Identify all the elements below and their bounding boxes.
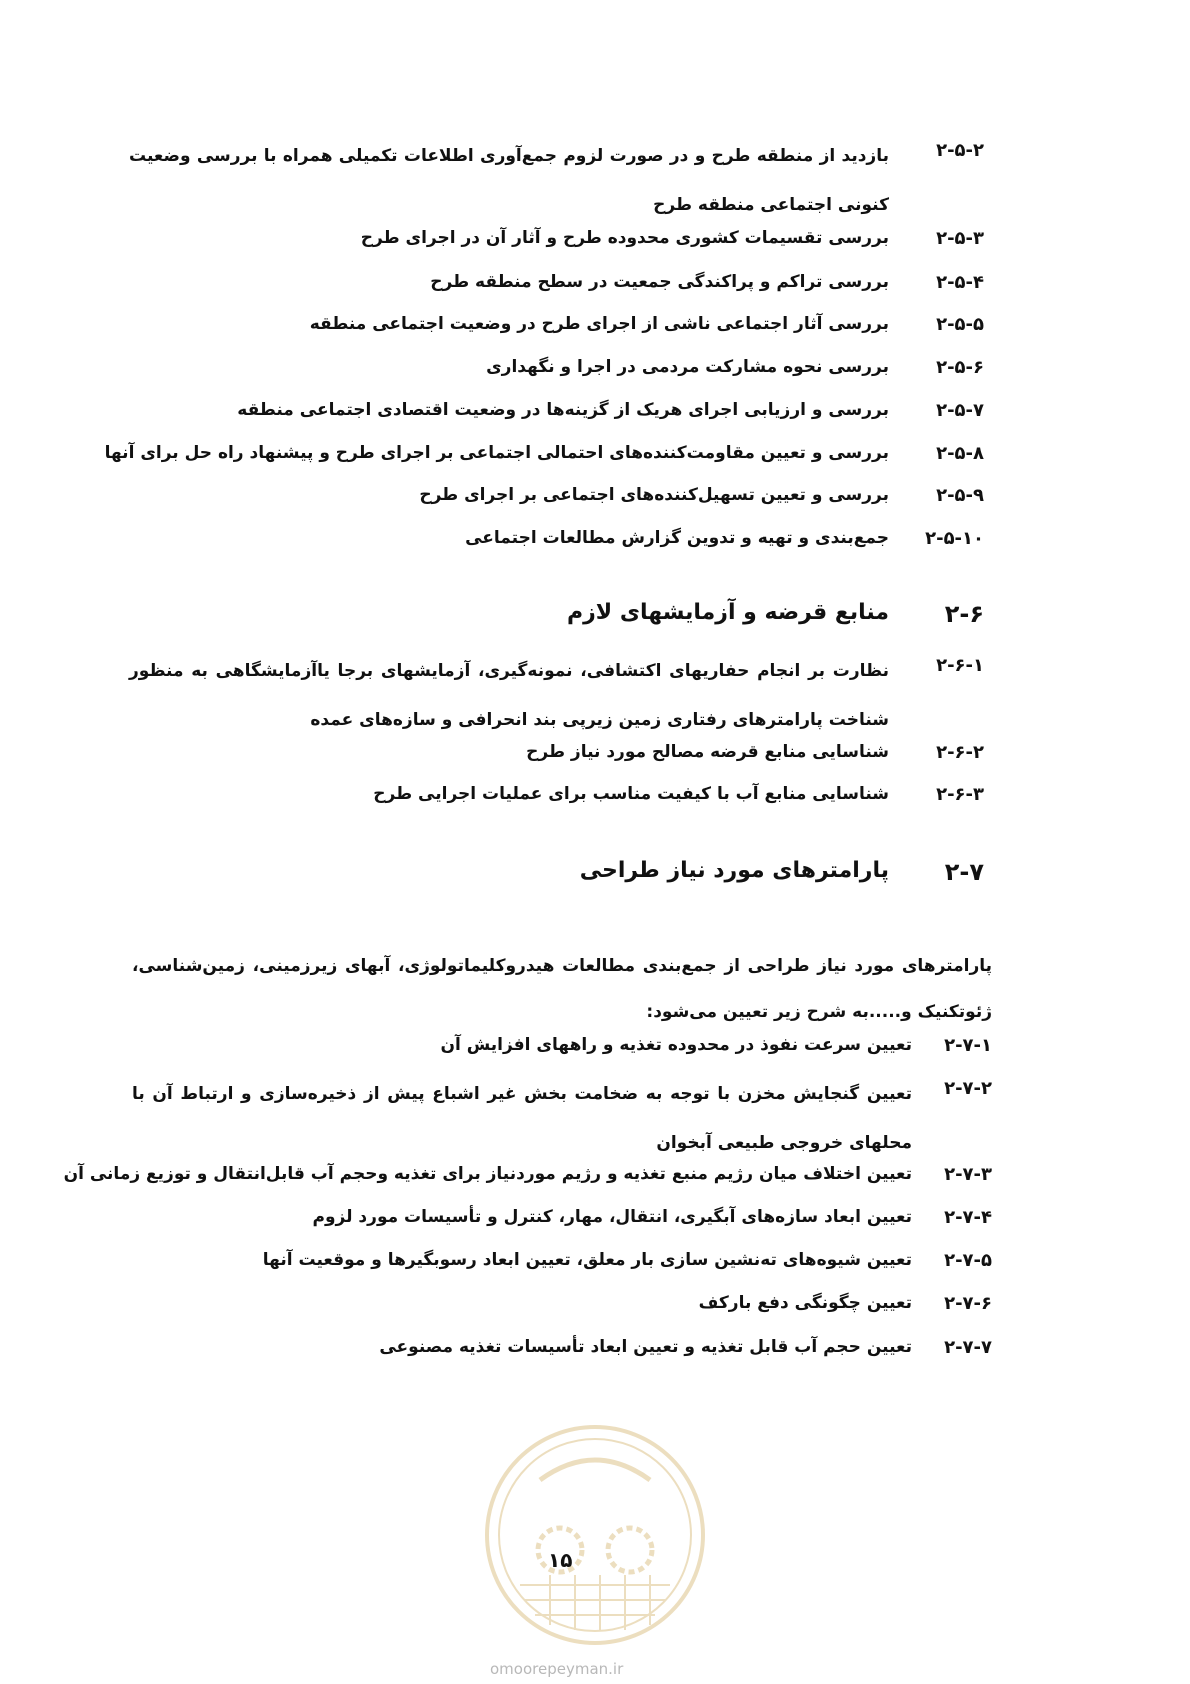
item-number: ۲-۵-۲ xyxy=(936,140,984,161)
item-number: ۲-۷-۴ xyxy=(944,1207,992,1228)
watermark-logo-icon xyxy=(480,1420,710,1650)
item-text: تعیین گنجایش مخزن با توجه به ضخامت بخش غیر اشباع پیش از ذخیره‌سازی و ارتباط آن با محلهای خروجی طبیعی آبخوان xyxy=(132,1084,912,1153)
item-number: ۲-۶-۳ xyxy=(936,784,984,805)
item-text: شناسایی منابع آب با کیفیت مناسب برای عملیات اجرایی طرح xyxy=(373,784,889,804)
item-text: بررسی نحوه مشارکت مردمی در اجرا و نگهداری xyxy=(486,357,889,377)
section-number: ۲-۶ xyxy=(944,600,984,628)
item-number: ۲-۷-۳ xyxy=(944,1164,992,1185)
item-text: جمع‌بندی و تهیه و تدوین گزارش مطالعات اجتماعی xyxy=(465,528,889,548)
item-number: ۲-۵-۳ xyxy=(936,228,984,249)
intro-paragraph: پارامترهای مورد نیاز طراحی از جمع‌بندی مطالعات هیدروکلیماتولوژی، آبهای زیرزمینی، زمین‌شناسی، ژئوتکنیک و.....به شرح زیر تعیین می‌شود: xyxy=(132,956,992,1022)
section-number: ۲-۷ xyxy=(944,858,984,886)
item-text: بازدید از منطقه طرح و در صورت لزوم جمع‌آوری اطلاعات تکمیلی همراه با بررسی وضعیت کنونی اجتماعی منطقه طرح xyxy=(129,146,889,215)
item-number: ۲-۵-۸ xyxy=(936,443,984,464)
watermark-url: omoorepeyman.ir xyxy=(490,1660,624,1678)
item-text: بررسی تقسیمات کشوری محدوده طرح و آثار آن در اجرای طرح xyxy=(360,228,889,248)
item-text: نظارت بر انجام حفاریهای اکتشافی، نمونه‌گیری، آزمایشهای برجا یاآزمایشگاهی به منظور شناخت پارامترهای رفتاری زمین زیرپی بند انحرافی و سازه‌های عمده xyxy=(129,661,889,730)
item-number: ۲-۵-۴ xyxy=(936,272,984,293)
item-text: بررسی تراکم و پراکندگی جمعیت در سطح منطقه طرح xyxy=(430,272,889,292)
item-number: ۲-۵-۹ xyxy=(936,485,984,506)
item-number: ۲-۵-۱۰ xyxy=(925,528,984,549)
item-number: ۲-۷-۵ xyxy=(944,1250,992,1271)
item-text: بررسی و ارزیابی اجرای هریک از گزینه‌ها در وضعیت اقتصادی اجتماعی منطقه xyxy=(237,400,889,420)
item-number: ۲-۶-۱ xyxy=(936,655,984,676)
item-number: ۲-۶-۲ xyxy=(936,742,984,763)
item-text: بررسی و تعیین مقاومت‌کننده‌های احتمالی اجتماعی بر اجرای طرح و پیشنهاد راه حل برای آنها xyxy=(104,443,889,463)
item-number: ۲-۷-۱ xyxy=(944,1035,992,1056)
item-number: ۲-۵-۵ xyxy=(936,314,984,335)
section-title: منابع قرضه و آزمایشهای لازم xyxy=(566,600,889,625)
item-number: ۲-۵-۶ xyxy=(936,357,984,378)
item-number: ۲-۵-۷ xyxy=(936,400,984,421)
item-text: تعیین حجم آب قابل تغذیه و تعیین ابعاد تأسیسات تغذیه مصنوعی xyxy=(379,1337,912,1357)
item-number: ۲-۷-۶ xyxy=(944,1293,992,1314)
item-text: بررسی آثار اجتماعی ناشی از اجرای طرح در وضعیت اجتماعی منطقه xyxy=(309,314,889,334)
page-number: ۱۵ xyxy=(548,1548,573,1572)
item-text: تعیین سرعت نفوذ در محدوده تغذیه و راههای افزایش آن xyxy=(440,1035,912,1055)
item-text: شناسایی منابع قرضه مصالح مورد نیاز طرح xyxy=(526,742,889,762)
item-number: ۲-۷-۷ xyxy=(944,1337,992,1358)
item-text: تعیین چگونگی دفع بارکف xyxy=(698,1293,912,1313)
item-text: تعیین ابعاد سازه‌های آبگیری، انتقال، مهار، کنترل و تأسیسات مورد لزوم xyxy=(312,1207,912,1227)
item-text: تعیین شیوه‌های ته‌نشین سازی بار معلق، تعیین ابعاد رسوبگیرها و موقعیت آنها xyxy=(262,1250,912,1270)
section-title: پارامترهای مورد نیاز طراحی xyxy=(579,858,889,883)
item-text: بررسی و تعیین تسهیل‌کننده‌های اجتماعی بر اجرای طرح xyxy=(419,485,889,505)
item-text: تعیین اختلاف میان رژیم منبع تغذیه و رژیم موردنیاز برای تغذیه وحجم آب قابل‌انتقال و توزیع زمانی آن xyxy=(63,1164,912,1184)
item-number: ۲-۷-۲ xyxy=(944,1078,992,1099)
